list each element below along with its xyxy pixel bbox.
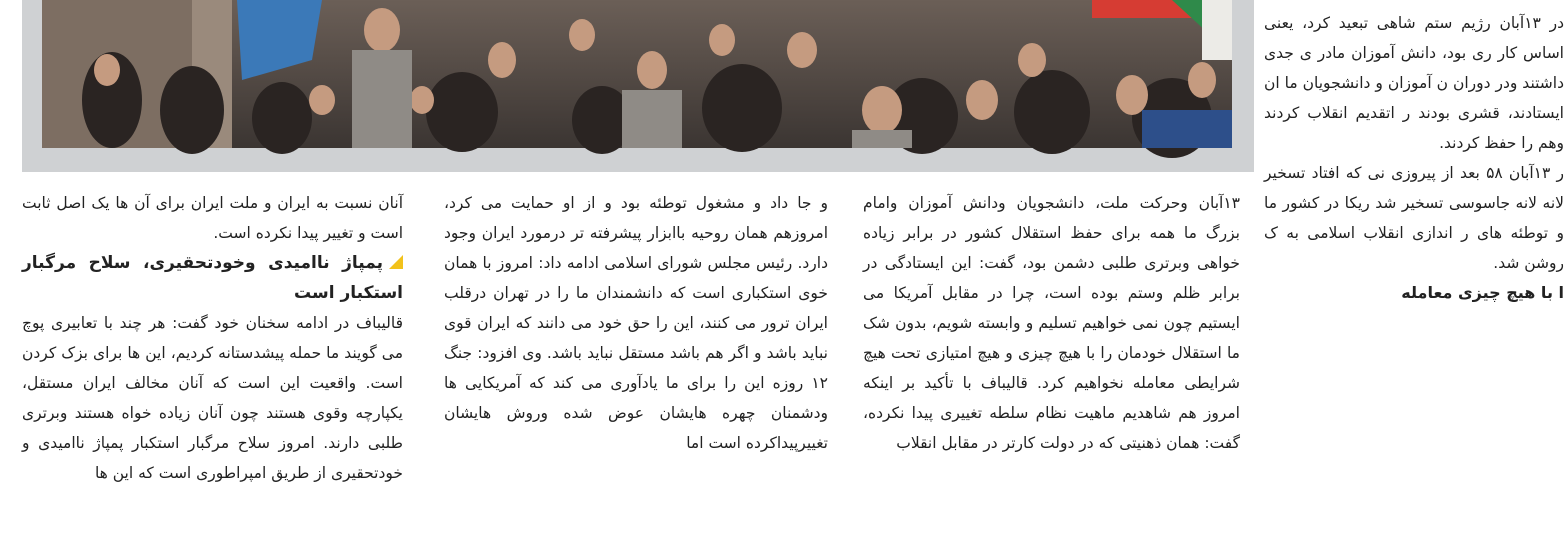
article-column-1 bbox=[863, 188, 1240, 554]
column-4-inner bbox=[1264, 8, 1564, 308]
section-subheading bbox=[22, 248, 403, 308]
column-3-body-text: قالیباف در ادامه سخنان خود گفت: هر چند با تعابیری پوچ می گویند ما حمله پیشدستانه کردیم، این ها برای بزک کردن است. واقعیت این است که آنان مخالف ایران مستقل، یکپارچه وقوی هستند چون آنان زیاده خواه هستند وبرتری طلبی دارند. امروز سلاح مرگبار استکبار پمپاژ ناامیدی و خودتحقیری از طریق امپراطوری است که این ها bbox=[22, 314, 403, 482]
article-column-4-cropped bbox=[1264, 0, 1564, 554]
photo-frame bbox=[22, 0, 1254, 172]
subheading-marker-icon bbox=[389, 255, 403, 269]
column-2-text: و جا داد و مشغول توطئه بود و از او حمایت می کرد، امروزهم همان روحیه باابزار پیشرفته تر درمورد ایران وجود دارد. رئیس مجلس شورای اسلامی ادامه داد: امروز با همان خوی استکباری است که دانشمندان ما را در تهران درقلب ایران ترور می کنند، این را حق خود می دانند که ایران قوی نباید باشد و اگر هم باشد مستقل نباید باشد. وی افزود: جنگ ۱۲ روزه این را برای ما یادآوری می کند که آمریکایی ها ودشمنان چهره هایشان عوض شده وروش هایشان تغییرپیداکرده است اما bbox=[444, 194, 828, 452]
article-column-2 bbox=[444, 188, 828, 554]
column-4-bold-line: ا با هیچ چیزی معامله bbox=[1401, 283, 1564, 302]
news-photo-crowd bbox=[42, 0, 1232, 148]
column-4-text-b: ر ۱۳آبان ۵۸ بعد از پیروزی نی که افتاد تسخیر لانه لانه جاسوسی تسخیر شد ریکا در کشور ما و توطئه های ر اندازی انقلاب اسلامی به ک روشن شد. bbox=[1264, 164, 1564, 272]
article-column-3 bbox=[22, 188, 403, 554]
column-1-text: ۱۳آبان وحرکت ملت، دانشجویان ودانش آموزان وامام بزرگ ما همه برای حفظ استقلال کشور در برابر زیاده خواهی وبرتری طلبی دشمن بود، گفت: این ایستادگی در برابر ظلم وستم بوده است، چرا در مقابل آمریکا می ایستیم چون نمی خواهیم تسلیم و وابسته شویم، بدون شک ما استقلال خودمان را با هیچ چیزی و هیچ امتیازی تحت هیچ شرایطی معامله نخواهیم کرد. قالیباف با تأکید بر اینکه امروز هم شاهدیم ماهیت نظام سلطه تغییری پیدا نکرده، گفت: همان ذهنیتی که در دولت کارتر در مقابل انقلاب bbox=[863, 194, 1240, 452]
subheading-text: پمپاژ ناامیدی وخودتحقیری، سلاح مرگبار استکبار است bbox=[22, 253, 403, 303]
column-4-text-a: در ۱۳آبان رژیم ستم شاهی تبعید کرد، یعنی اساس کار ری بود، دانش آموزان مادر ی جدی داشتند ودر دوران ن آموزان و دانشجویان ما ان ایستادند، قشری بودند ر اتقدیم انقلاب کردند وهم را حفظ کردند. bbox=[1264, 14, 1564, 152]
column-3-top-text: آنان نسبت به ایران و ملت ایران برای آن ها یک اصل ثابت است و تغییر پیدا نکرده است. bbox=[22, 194, 403, 242]
